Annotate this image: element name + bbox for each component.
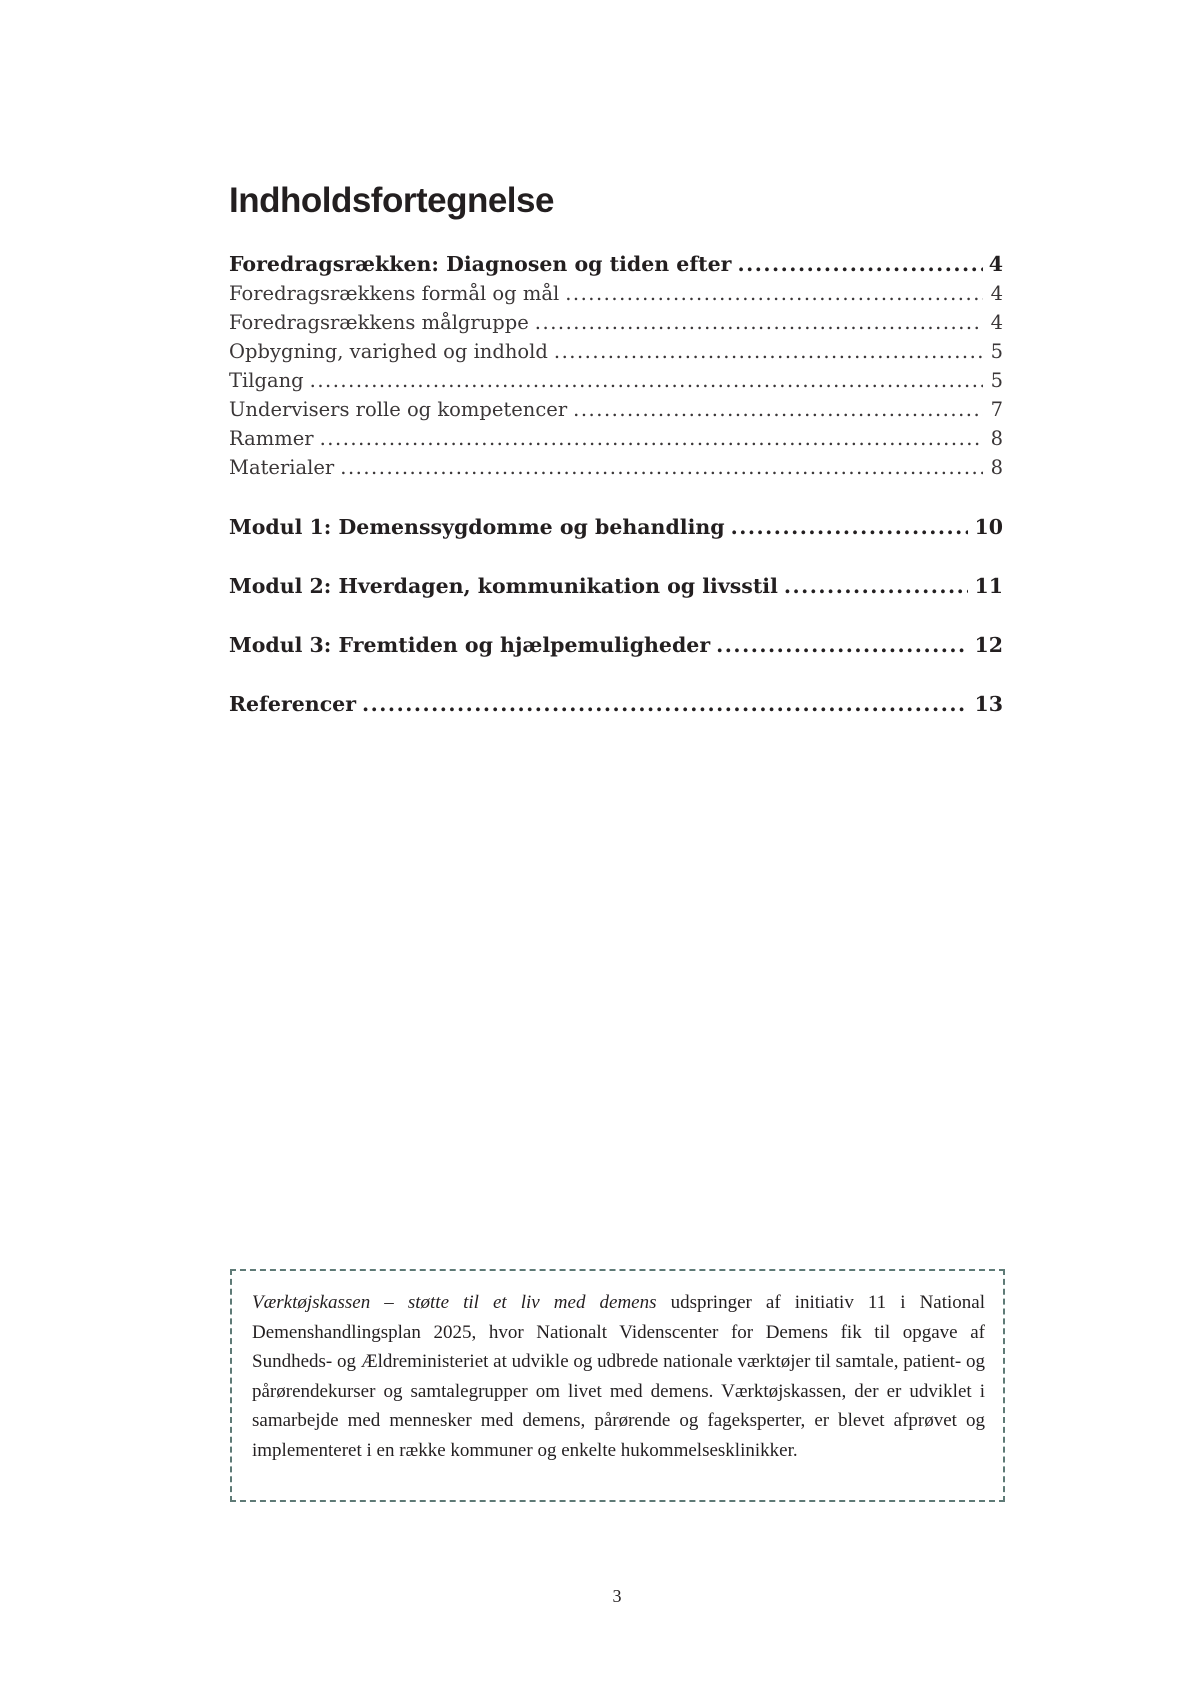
toc-entry-subsection[interactable] xyxy=(229,398,1003,427)
toc-dot-leader xyxy=(340,456,983,479)
page-title: Indholdsfortegnelse xyxy=(229,181,554,220)
toc-entry-page: 12 xyxy=(974,633,1003,657)
toc-entry-page: 7 xyxy=(990,398,1003,421)
toc-entry-subsection[interactable] xyxy=(229,369,1003,398)
toc-dot-leader xyxy=(731,515,969,539)
toc-entry-references[interactable] xyxy=(229,692,1003,721)
toc-entry-label: Foredragsrækkens målgruppe xyxy=(229,311,529,334)
toc-entry-label: Tilgang xyxy=(229,369,304,392)
toc-dot-leader xyxy=(716,633,968,657)
toc-dot-leader xyxy=(362,692,968,716)
toc-dot-leader xyxy=(565,282,983,305)
toc-entry-label: Referencer xyxy=(229,692,357,716)
toc-entry-label: Foredragsrækkens formål og mål xyxy=(229,282,560,305)
toc-entry-section[interactable] xyxy=(229,252,1003,282)
toc-entry-label: Undervisers rolle og kompetencer xyxy=(229,398,568,421)
toc-dot-leader xyxy=(573,398,983,421)
toc-entry-page: 13 xyxy=(974,692,1003,716)
toc-entry-module[interactable] xyxy=(229,574,1003,603)
toc-entry-module[interactable] xyxy=(229,515,1003,544)
toc-dot-leader xyxy=(554,340,983,363)
info-box-italic-lead: Værktøjskassen – støtte til et liv med demens xyxy=(252,1292,657,1313)
toc-entry-subsection[interactable] xyxy=(229,340,1003,369)
toc-dot-leader xyxy=(784,574,969,598)
toc-entry-label: Modul 2: Hverdagen, kommunikation og livsstil xyxy=(229,574,778,598)
toc-dot-leader xyxy=(535,311,983,334)
toc-entry-page: 4 xyxy=(988,252,1003,276)
toc-entry-subsection[interactable] xyxy=(229,427,1003,456)
info-box xyxy=(230,1269,1005,1502)
toc-entry-page: 4 xyxy=(990,282,1003,305)
page-number: 3 xyxy=(612,1586,622,1606)
toc-entry-page: 11 xyxy=(974,574,1003,598)
toc-entry-subsection[interactable] xyxy=(229,456,1003,485)
toc-dot-leader xyxy=(737,252,982,276)
toc-entry-subsection[interactable] xyxy=(229,311,1003,340)
toc-entry-page: 8 xyxy=(990,456,1003,479)
toc-entry-page: 5 xyxy=(990,340,1003,363)
toc-dot-leader xyxy=(310,369,983,392)
toc-entry-subsection[interactable] xyxy=(229,282,1003,311)
toc-entry-label: Opbygning, varighed og indhold xyxy=(229,340,548,363)
toc-entry-label: Modul 1: Demenssygdomme og behandling xyxy=(229,515,725,539)
info-box-body: udspringer af initiativ 11 i National Demenshandlingsplan 2025, hvor Nationalt Videnscenter for Demens fik til opgave af Sundheds- og Ældreministeriet at udvikle og udbrede nationale værktøjer til samtale, patient- og pårørendekurser og samtalegrupper om livet med demens. Værktøjskassen, der er udviklet i samarbejde med mennesker med demens, pårørende og fageksperter, er blevet afprøvet og implementeret i en række kommuner og enkelte hukommelsesklinikker. xyxy=(252,1292,985,1461)
table-of-contents xyxy=(229,252,1003,721)
toc-entry-label: Rammer xyxy=(229,427,314,450)
toc-entry-page: 4 xyxy=(990,311,1003,334)
toc-entry-page: 10 xyxy=(974,515,1003,539)
toc-entry-page: 8 xyxy=(990,427,1003,450)
toc-entry-page: 5 xyxy=(990,369,1003,392)
toc-entry-label: Foredragsrækken: Diagnosen og tiden efter xyxy=(229,252,732,276)
toc-entry-label: Modul 3: Fremtiden og hjælpemuligheder xyxy=(229,633,711,657)
toc-entry-module[interactable] xyxy=(229,633,1003,662)
toc-entry-label: Materialer xyxy=(229,456,335,479)
toc-dot-leader xyxy=(320,427,983,450)
